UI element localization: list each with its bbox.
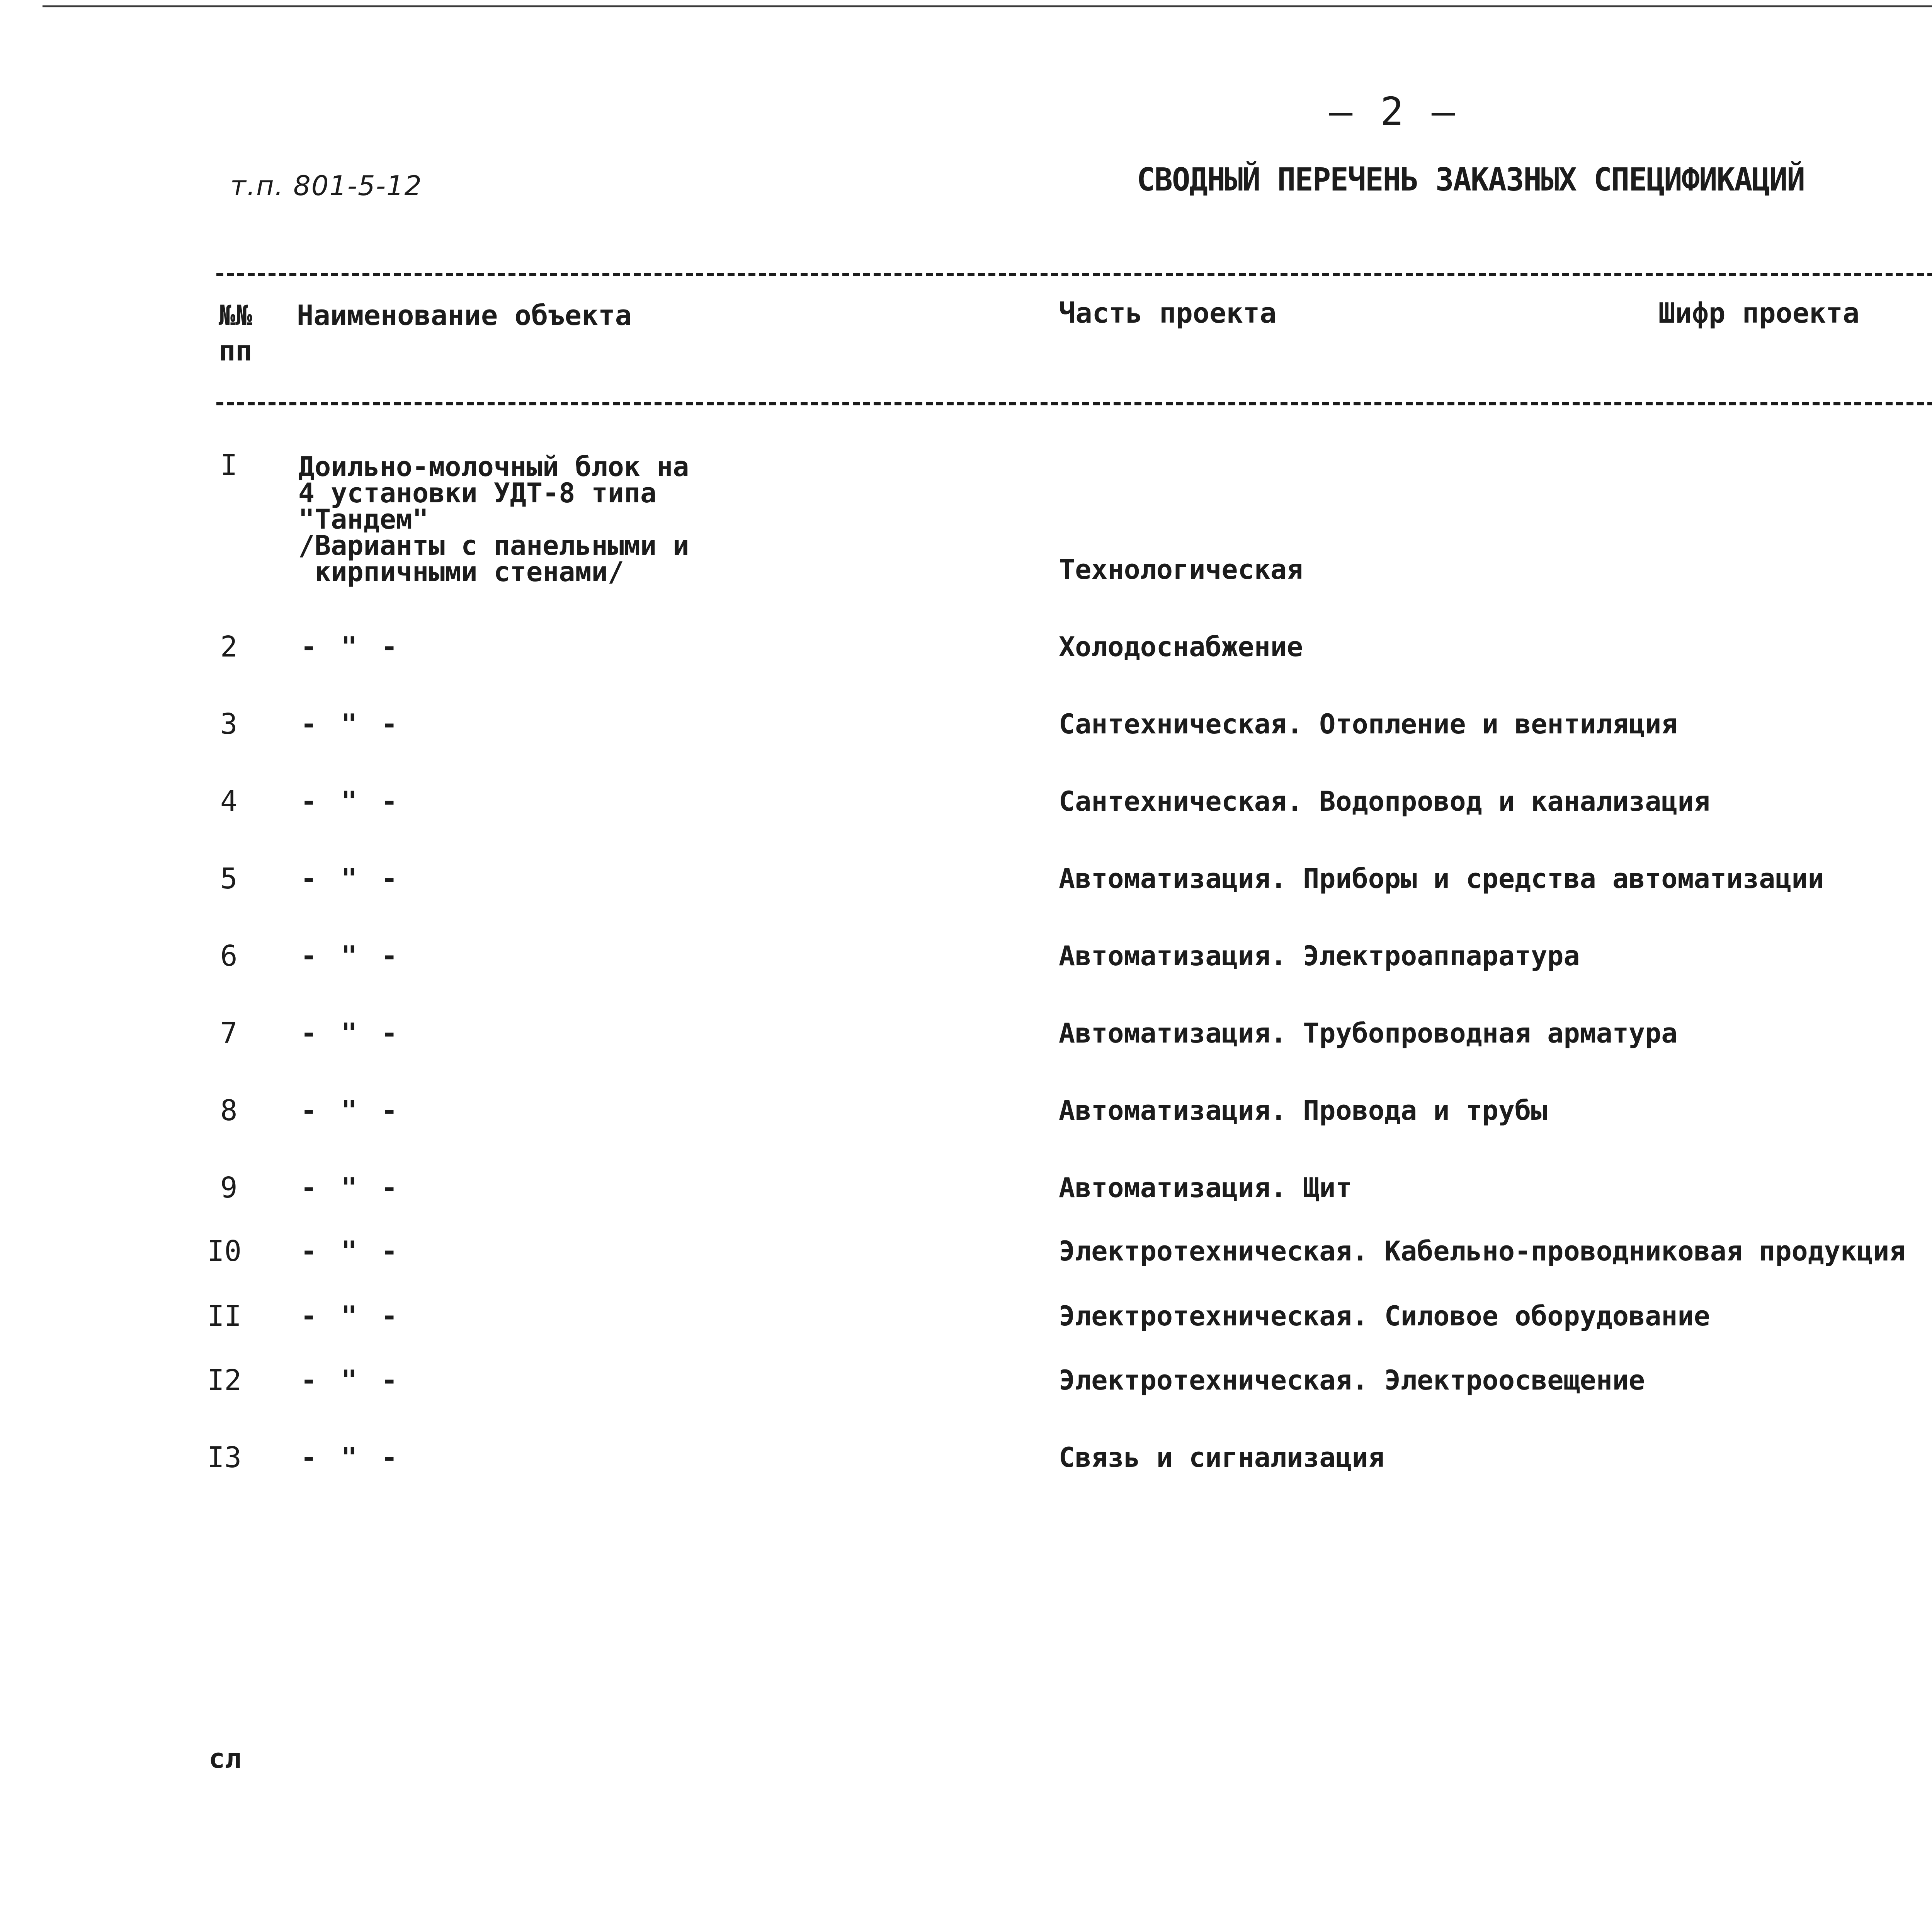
row-12-object: - " -: [301, 1364, 401, 1396]
row-2-part: Холодоснабжение: [1059, 631, 1303, 663]
footer-mark: сл: [209, 1743, 242, 1774]
row-13-object: - " -: [301, 1442, 401, 1473]
scan-top-edge: [43, 5, 1932, 7]
row-6-num: 6: [220, 939, 238, 973]
row-13-part: Связь и сигнализация: [1059, 1442, 1384, 1473]
row-3-part: Сантехническая. Отопление и вентиляция: [1059, 708, 1678, 740]
row-5-num: 5: [220, 862, 238, 895]
row-9-num: 9: [220, 1171, 238, 1204]
row-11-object: - " -: [301, 1300, 401, 1332]
row-5-object: - " -: [301, 863, 401, 895]
row-9-part: Автоматизация. Щит: [1059, 1172, 1352, 1204]
row-7-object: - " -: [301, 1017, 401, 1049]
row-8-object: - " -: [301, 1095, 401, 1126]
row-3-object: - " -: [301, 708, 401, 740]
col-header-num-line1: №№: [219, 299, 252, 332]
row-13-num: I3: [207, 1441, 242, 1474]
col-header-part: Часть проекта: [1059, 297, 1277, 329]
row-8-num: 8: [220, 1094, 238, 1127]
row-1-object-line2: 4 установки УДТ-8 типа: [298, 477, 657, 509]
row-6-object: - " -: [301, 940, 401, 972]
row-4-part: Сантехническая. Водопровод и канализация: [1059, 786, 1710, 817]
row-3-num: 3: [220, 708, 238, 741]
header-top-rule: [216, 273, 1932, 276]
row-8-part: Автоматизация. Провода и трубы: [1059, 1095, 1548, 1126]
row-5-part: Автоматизация. Приборы и средства автоматизации: [1059, 863, 1824, 895]
page-number: – 2 –: [1329, 89, 1458, 134]
col-header-cipher: Шифр проекта: [1658, 297, 1860, 329]
row-2-num: 2: [220, 630, 238, 663]
col-header-num-line2: пп: [219, 335, 252, 367]
row-1-object-line1: Доильно-молочный блок на: [298, 451, 689, 483]
row-4-object: - " -: [301, 786, 401, 817]
row-10-num: I0: [207, 1235, 242, 1268]
row-7-num: 7: [220, 1017, 238, 1050]
row-1-object-line3: "Тандем": [298, 503, 429, 535]
row-10-part: Электротехническая. Кабельно-проводниковая продукция: [1059, 1235, 1906, 1267]
row-1-object-line4: /Варианты с панельными и: [298, 530, 689, 561]
row-11-part: Электротехническая. Силовое оборудование: [1059, 1300, 1710, 1332]
row-4-num: 4: [220, 785, 238, 818]
row-10-object: - " -: [301, 1235, 401, 1267]
row-2-object: - " -: [301, 631, 401, 663]
row-1-object: [298, 451, 689, 588]
row-1-num: I: [220, 449, 238, 482]
header-bottom-rule: [216, 402, 1932, 405]
document-title: СВОДНЫЙ ПЕРЕЧЕНЬ ЗАКАЗНЫХ СПЕЦИФИКАЦИЙ: [1137, 162, 1804, 198]
row-7-part: Автоматизация. Трубопроводная арматура: [1059, 1017, 1678, 1049]
row-1-part: Технологическая: [1059, 554, 1303, 585]
row-9-object: - " -: [301, 1172, 401, 1204]
row-1-object-line5: кирпичными стенами/: [298, 556, 624, 588]
col-header-object: Наименование объекта: [297, 299, 632, 332]
row-12-num: I2: [207, 1364, 242, 1397]
project-code-left: т.п. 801-5-12: [230, 170, 423, 202]
col-header-num: [219, 298, 252, 369]
row-6-part: Автоматизация. Электроаппаратура: [1059, 940, 1580, 972]
row-11-num: II: [207, 1300, 242, 1333]
row-12-part: Электротехническая. Электроосвещение: [1059, 1364, 1645, 1396]
